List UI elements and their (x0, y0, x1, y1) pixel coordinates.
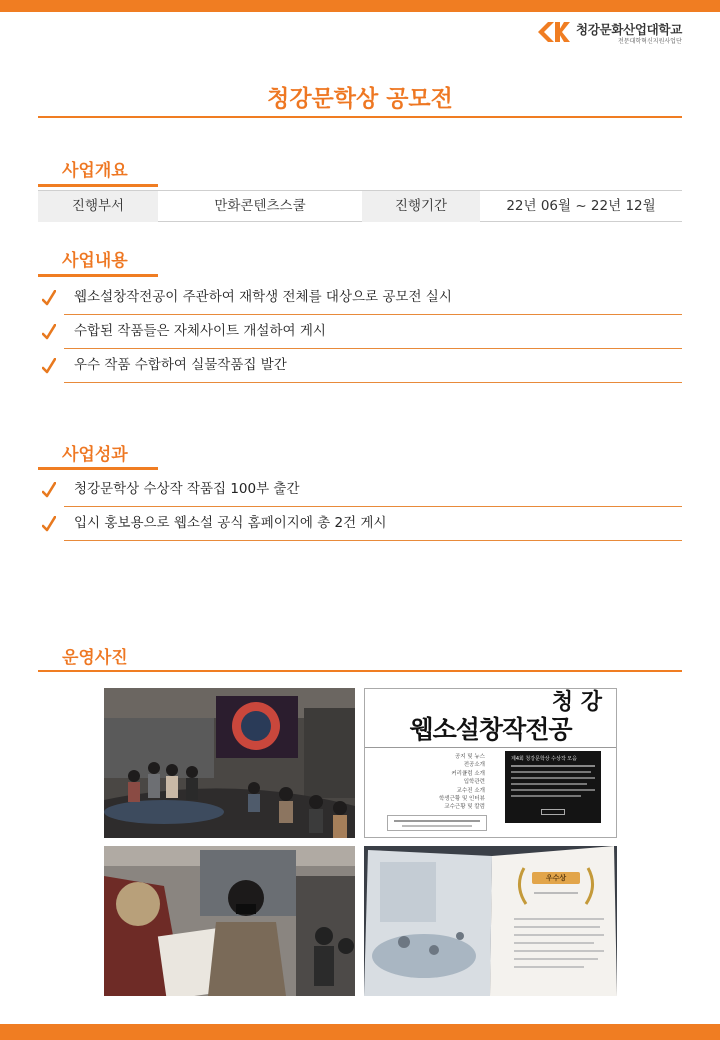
list-item (38, 508, 682, 542)
list-item-text: 웹소설창작전공이 주관하여 재학생 전체를 대상으로 공모전 실시 (74, 289, 452, 305)
list-item (38, 282, 682, 316)
photo-award-book-image (364, 846, 617, 996)
list-item-text: 청강문학상 수상작 작품집 100부 출간 (74, 481, 300, 497)
page-title: 청강문학상 공모전 (267, 86, 453, 112)
book-award-badge: 우수상 (545, 874, 567, 882)
section-title-overview: 사업개요 (62, 161, 128, 181)
logo-subtitle: 전문대학혁신지원사업단 (618, 38, 682, 45)
bottom-accent-bar (0, 1024, 720, 1040)
website-news-box (387, 815, 487, 831)
section-underline-overview (38, 184, 158, 187)
list-divider (64, 540, 682, 541)
photo-presentation-room-image (104, 688, 355, 838)
ck-logo-icon (534, 20, 572, 44)
dept-label: 진행부서 (38, 191, 158, 222)
list-item-text: 우수 작품 수합하여 실물작품집 발간 (74, 357, 287, 373)
website-menu-item: 전공소개 (463, 762, 485, 769)
logo-name: 청강문화산업대학교 (576, 22, 682, 37)
list-divider (64, 506, 682, 507)
section-title-results: 사업성과 (62, 445, 128, 465)
checkmark-icon (42, 290, 56, 306)
checkmark-icon (42, 482, 56, 498)
photo-award-book (364, 846, 617, 996)
list-divider (64, 382, 682, 383)
top-accent-bar (0, 0, 720, 12)
checkmark-icon (42, 358, 56, 374)
list-item-text: 입시 홍보용으로 웹소설 공식 홈페이지에 총 2건 게시 (74, 515, 387, 531)
website-menu-item: 공지 및 뉴스 (454, 754, 485, 760)
period-label: 진행기간 (362, 191, 480, 222)
photo-presentation-room (104, 688, 355, 838)
university-logo (534, 20, 714, 46)
photos-divider (38, 670, 682, 672)
list-divider (64, 348, 682, 349)
website-notice-card (505, 751, 601, 823)
title-divider (38, 116, 682, 118)
website-menu-item: 입학관련 (463, 779, 485, 786)
website-menu-item: 커리큘럼 소개 (451, 770, 485, 777)
section-title-content: 사업내용 (62, 251, 128, 271)
website-menu-item: 교수근황 및 칼럼 (444, 804, 485, 811)
checkmark-icon (42, 516, 56, 532)
list-item-text: 수합된 작품들은 자체사이트 개설하여 게시 (74, 323, 326, 339)
website-title-line2: 웹소설창작전공 (409, 715, 572, 744)
photo-award-ceremony-image (104, 846, 355, 996)
photo-website-screenshot (364, 688, 617, 838)
website-divider (365, 747, 616, 748)
website-menu (405, 753, 485, 812)
list-item (38, 474, 682, 508)
list-divider (64, 314, 682, 315)
website-menu-item: 교수진 소개 (456, 787, 485, 794)
list-item (38, 350, 682, 384)
website-menu-item: 학생근황 및 인터뷰 (438, 796, 485, 803)
photo-award-ceremony (104, 846, 355, 996)
dept-value: 만화콘텐츠스쿨 (214, 198, 306, 214)
list-item (38, 316, 682, 350)
section-title-photos: 운영사진 (62, 648, 128, 668)
checkmark-icon (42, 324, 56, 340)
website-title-line1: 청 강 (551, 689, 602, 715)
period-value: 22년 06월 ~ 22년 12월 (506, 198, 656, 214)
website-card-title: 제4회 청강문학상 수상작 모음 (511, 756, 577, 762)
section-underline-content (38, 274, 158, 277)
section-underline-results (38, 467, 158, 470)
overview-table (38, 190, 682, 222)
